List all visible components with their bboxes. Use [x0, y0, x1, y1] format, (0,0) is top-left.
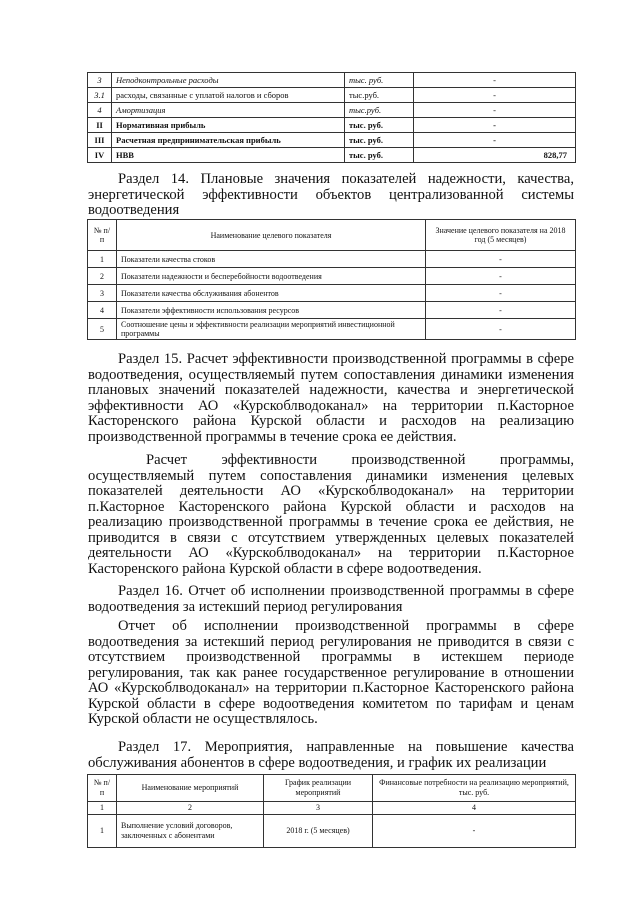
row-name: Показатели качества стоков [117, 251, 426, 268]
column-number: 3 [264, 802, 373, 815]
row-name: Соотношение цены и эффективности реализации мероприятий инвестиционной программы [117, 319, 426, 340]
table-header-row [88, 775, 576, 802]
row-value: - [426, 251, 576, 268]
row-number: 1 [88, 815, 117, 848]
table-row [88, 285, 576, 302]
column-number: 4 [373, 802, 576, 815]
row-number: 3 [88, 285, 117, 302]
row-number: 3 [88, 73, 112, 88]
header-name: Наименование целевого показателя [117, 220, 426, 251]
header-value: Значение целевого показателя на 2018 год (5 месяцев) [426, 220, 576, 251]
row-number: 4 [88, 103, 112, 118]
row-number: 3.1 [88, 88, 112, 103]
row-name: Показатели надежности и бесперебойности водоотведения [117, 268, 426, 285]
row-schedule: 2018 г. (5 месяцев) [264, 815, 373, 848]
table-row [88, 88, 576, 103]
row-number: 1 [88, 251, 117, 268]
table-row [88, 148, 576, 163]
row-value: - [426, 319, 576, 340]
row-name: Амортизация [112, 103, 345, 118]
section-17-title: Раздел 17. Мероприятия, направленные на повышение качества обслуживания абонентов в сфере водоотведения, и график их реализации [88, 739, 574, 771]
table-row [88, 815, 576, 848]
row-unit: тыс. руб. [345, 133, 414, 148]
row-unit: тыс. руб. [345, 148, 414, 163]
table-row [88, 73, 576, 88]
row-value: - [414, 88, 576, 103]
row-value: 828,77 [414, 148, 576, 163]
row-unit: тыс. руб. [345, 118, 414, 133]
row-number: 4 [88, 302, 117, 319]
row-number: 2 [88, 268, 117, 285]
section-14-title: Раздел 14. Плановые значения показателей надежности, качества, энергетической эффективности объектов централизованной системы водоотведения [88, 171, 574, 218]
section-16-body: Отчет об исполнении производственной программы в сфере водоотведения за истекший период регулирования не приводится в связи с отсутствием производственной программы в истекшем периоде регулирования, так как ранее государственное регулирование в отношении АО «Курскоблводоканал» на территории п.Касторное Касторенского района Курской области в сфере водоотведения комитетом по тарифам и ценам Курской области не осуществлялось. [88, 618, 574, 727]
row-name: расходы, связанные с уплатой налогов и сборов [112, 88, 345, 103]
row-name: Выполнение условий договоров, заключенных с абонентами [117, 815, 264, 848]
header-num: № п/п [88, 220, 117, 251]
row-name: Нормативная прибыль [112, 118, 345, 133]
indicators-table [87, 219, 576, 340]
row-unit: тыс.руб. [345, 103, 414, 118]
column-number: 1 [88, 802, 117, 815]
header-name: Наименование мероприятий [117, 775, 264, 802]
row-value: - [426, 268, 576, 285]
table-row [88, 133, 576, 148]
row-value: - [414, 133, 576, 148]
row-name: Неподконтрольные расходы [112, 73, 345, 88]
table-row [88, 103, 576, 118]
table-header-row [88, 220, 576, 251]
row-value: - [426, 285, 576, 302]
table-row [88, 302, 576, 319]
header-schedule: График реализации мероприятий [264, 775, 373, 802]
row-finance: - [373, 815, 576, 848]
cost-items-table [87, 72, 576, 163]
row-value: - [426, 302, 576, 319]
row-name: Показатели качества обслуживания абонентов [117, 285, 426, 302]
row-number: III [88, 133, 112, 148]
section-15-title: Раздел 15. Расчет эффективности производственной программы в сфере водоотведения, осуществляемый путем сопоставления динамики изменения плановых значений показателей надежности, качества и энергетической эффективности АО «Курскоблводоканал» на территории п.Касторное Касторенского района Курской области и расходов на реализацию производственной программы в течение срока ее действия. [88, 351, 574, 445]
table-row [88, 118, 576, 133]
header-finance: Финансовые потребности на реализацию мероприятий, тыс. руб. [373, 775, 576, 802]
row-number: IV [88, 148, 112, 163]
row-number: 5 [88, 319, 117, 340]
column-number: 2 [117, 802, 264, 815]
section-15-body: Расчет эффективности производственной программы, осуществляемый путем сопоставления динамики изменения целевых показателей деятельности АО «Курскоблводоканал» на территории п.Касторное Касторенского района Курской области и расходов на реализацию производственной программы в течение срока ее действия, не приводится в связи с отсутствием утвержденных целевых показателей деятельности АО «Курскоблводоканал» на территории п.Касторное Касторенского района Курской области в сфере водоотведения. [88, 452, 574, 577]
table-row [88, 268, 576, 285]
row-value: - [414, 103, 576, 118]
row-unit: тыс. руб. [345, 73, 414, 88]
column-number-row [88, 802, 576, 815]
row-name: Расчетная предпринимательская прибыль [112, 133, 345, 148]
row-unit: тыс.руб. [345, 88, 414, 103]
measures-table [87, 774, 576, 848]
table-row [88, 319, 576, 340]
header-num: № п/п [88, 775, 117, 802]
row-value: - [414, 73, 576, 88]
row-name: НВВ [112, 148, 345, 163]
row-name: Показатели эффективности использования ресурсов [117, 302, 426, 319]
section-16-title: Раздел 16. Отчет об исполнении производственной программы в сфере водоотведения за истекший период регулирования [88, 583, 574, 615]
row-value: - [414, 118, 576, 133]
row-number: II [88, 118, 112, 133]
table-row [88, 251, 576, 268]
